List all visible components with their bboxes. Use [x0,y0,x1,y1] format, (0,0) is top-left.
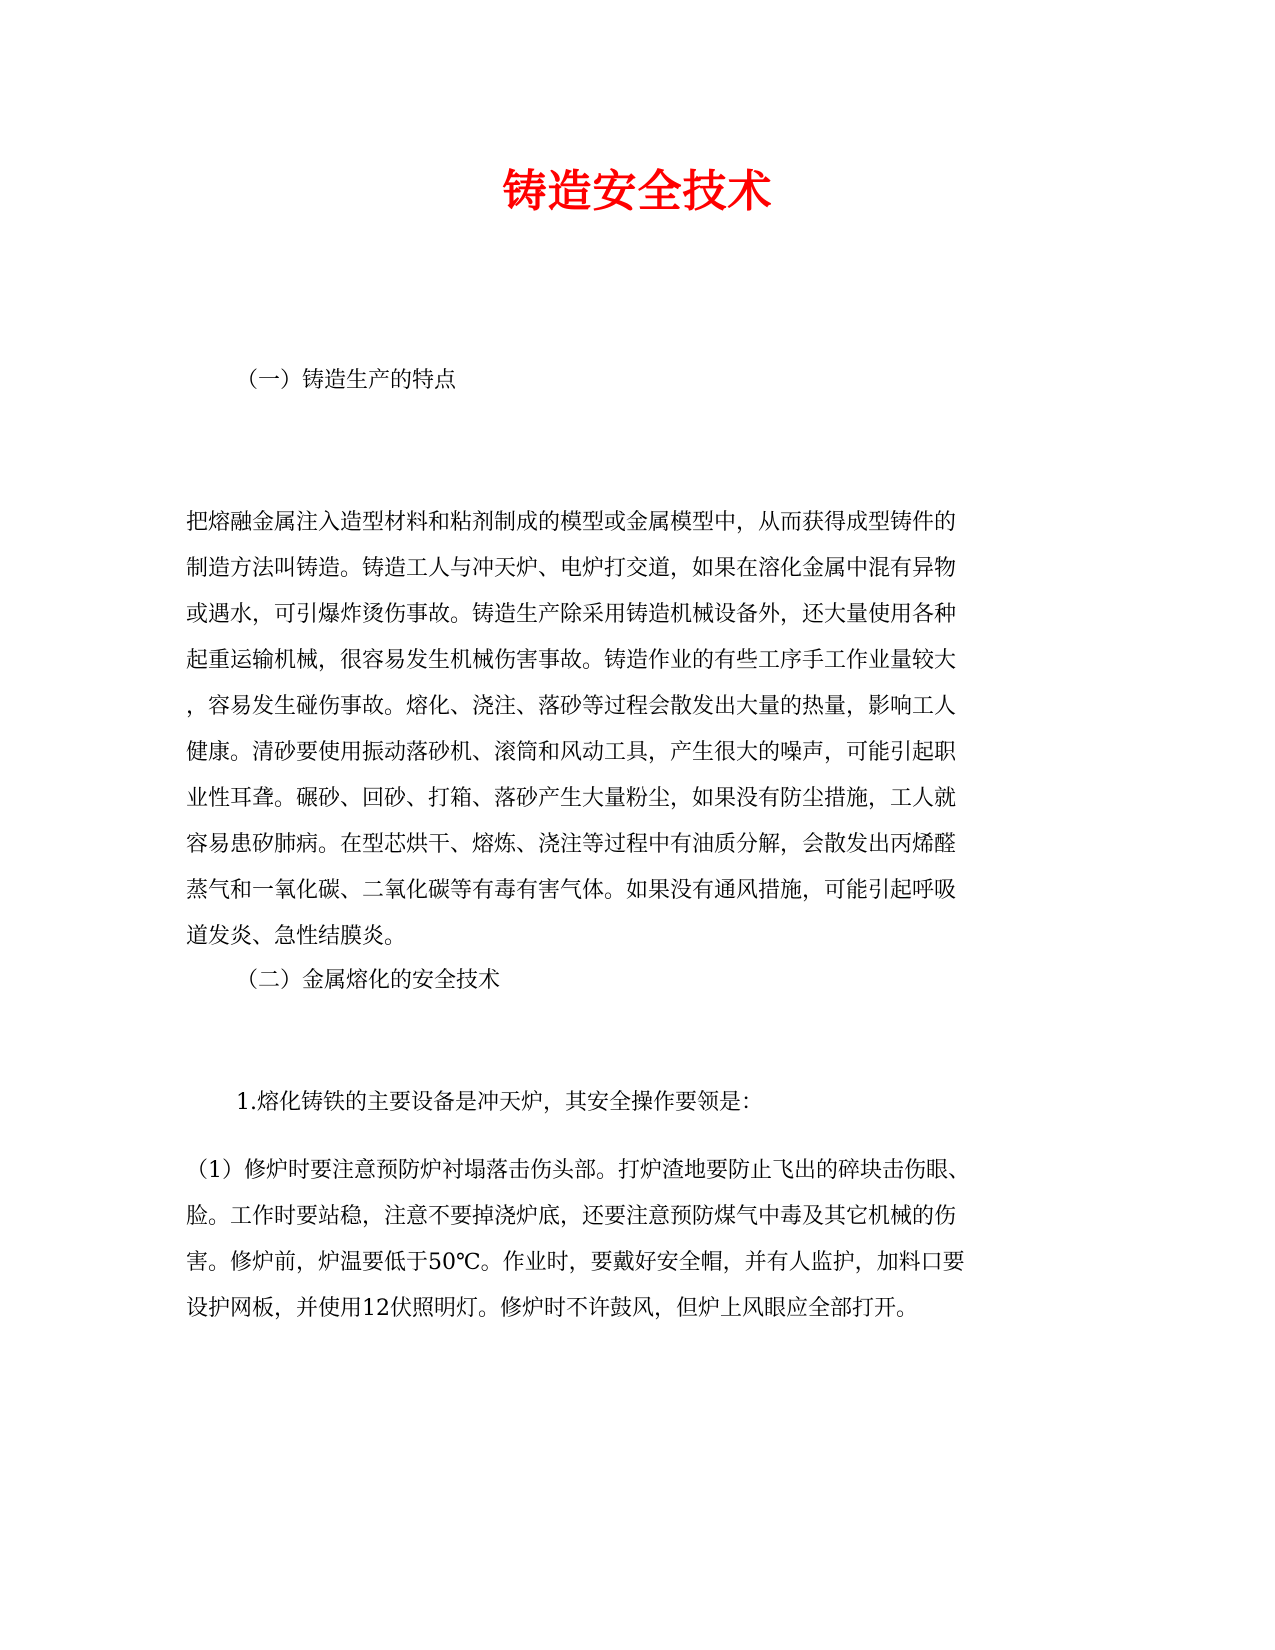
section-heading-2: （二）金属熔化的安全技术 [236,968,501,993]
paragraph-line: 健康。清砂要使用振动落砂机、滚筒和风动工具，产生很大的噪声，可能引起职 [186,740,957,765]
paragraph-line: 容易患矽肺病。在型芯烘干、熔炼、浇注等过程中有油质分解，会散发出丙烯醛 [186,832,957,857]
paragraph-line: （1）修炉时要注意预防炉衬塌落击伤头部。打炉渣地要防止飞出的碎块击伤眼、 [186,1158,970,1183]
paragraph-line: 蒸气和一氧化碳、二氧化碳等有毒有害气体。如果没有通风措施，可能引起呼吸 [186,878,957,903]
paragraph-line: 或遇水，可引爆炸烫伤事故。铸造生产除采用铸造机械设备外，还大量使用各种 [186,602,957,627]
paragraph-1 [186,500,1056,960]
document-title: 铸造安全技术 [502,166,773,217]
paragraph-line: 害。修炉前，炉温要低于50℃。作业时，要戴好安全帽，并有人监护，加料口要 [186,1250,965,1275]
paragraph-2 [186,1148,1056,1332]
paragraph-line: 制造方法叫铸造。铸造工人与冲天炉、电炉打交道，如果在溶化金属中混有异物 [186,556,957,581]
paragraph-line: 脸。工作时要站稳，注意不要掉浇炉底，还要注意预防煤气中毒及其它机械的伤 [186,1204,957,1229]
paragraph-line: 起重运输机械，很容易发生机械伤害事故。铸造作业的有些工序手工作业量较大 [186,648,957,673]
paragraph-line: ，容易发生碰伤事故。熔化、浇注、落砂等过程会散发出大量的热量，影响工人 [186,694,957,719]
paragraph-line: 道发炎、急性结膜炎。 [186,924,407,949]
paragraph-line: 设护网板，并使用12伏照明灯。修炉时不许鼓风，但炉上风眼应全部打开。 [186,1296,918,1321]
paragraph-line: 把熔融金属注入造型材料和粘剂制成的模型或金属模型中，从而获得成型铸件的 [186,510,957,535]
section-heading-1: （一）铸造生产的特点 [236,368,457,393]
step-item-1: 1.熔化铸铁的主要设备是冲天炉，其安全操作要领是： [236,1090,763,1115]
paragraph-line: 业性耳聋。碾砂、回砂、打箱、落砂产生大量粉尘，如果没有防尘措施，工人就 [186,786,957,811]
